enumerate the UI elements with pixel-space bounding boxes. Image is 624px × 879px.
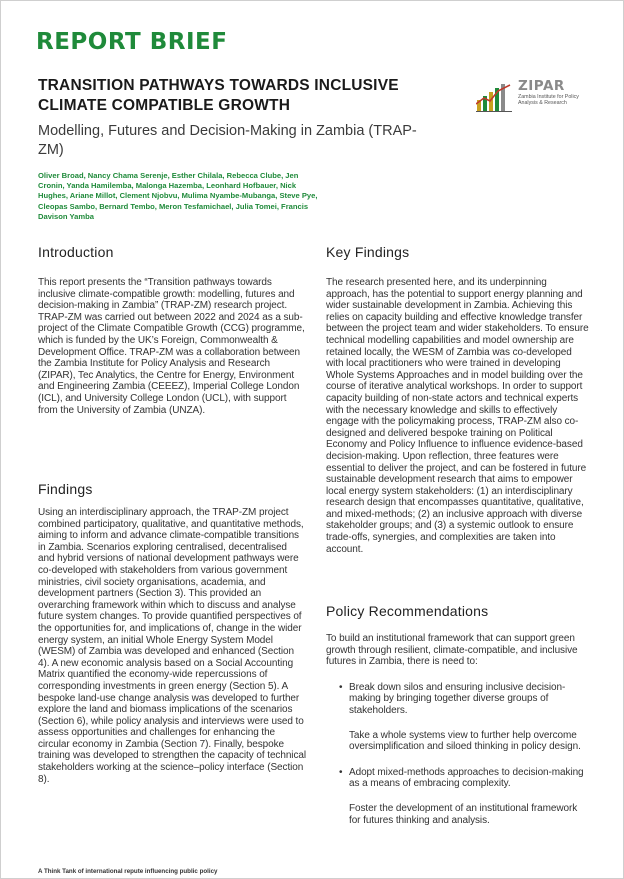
key-findings-text: The research presented here, and its underpinning approach, has the potential to support energy planning and wider sustainable development in Zambia. Achieving this relies on capacity building and effective knowledge transfer between the project team and wider stakeholders. To ensure technical modelling capabilities and model ownership are retained locally, the WESM of Zambia was co-developed with local practitioners who were trained in developing Whole Systems Approaches and in model building over the course of iterative analytical workshops. In order to support capacity building of non-state actors and technical experts with the necessary knowledge and skills to effectively engage with the policymaking process, TRAP-ZM also co-designed and delivered bespoke training on Political Economy and Policy Influence to influence evidence-based decision-making. Upon reflection, three features were essential to deliver the project, and can be fostered in future sustainable development research that aims to empower local energy system stakeholders: (1) an interdisciplinary research design that encompasses quantitative, qualitative, and mixed-methods; (2) an inclusive approach with diverse stakeholder groups; and (3) a systemic outlook to ensure trade-offs, synergies, and complexities are taken into account. bbox=[326, 277, 589, 555]
title-line-1: TRANSITION PATHWAYS TOWARDS INCLUSIVE bbox=[38, 77, 399, 94]
page-title bbox=[38, 76, 438, 116]
zipar-logo bbox=[476, 78, 596, 112]
introduction-section bbox=[38, 244, 306, 416]
report-brief-label: REPORT BRIEF bbox=[36, 29, 228, 55]
findings-heading: Findings bbox=[38, 481, 93, 497]
page-subtitle: Modelling, Futures and Decision-Making in Zambia (TRAP-ZM) bbox=[38, 123, 417, 158]
key-findings-section bbox=[326, 244, 589, 555]
zipar-logo-icon bbox=[476, 82, 512, 112]
author-list: Oliver Broad, Nancy Chama Serenje, Esther Chilala, Rebecca Clube, Jen Cronin, Yanda Hamilemba, Malonga Hazemba, Leonhard Hofbauer, Nick Hughes, Ariane Millot, Clement Njobvu, Mulima Nyambe-Mubanga, Steve Pye, Cleopas Sambo, Bernard Tembo, Meron Tesfamichael, Julia Tomei, Francis Davison Yamba bbox=[38, 171, 318, 221]
policy-item-1-text: Break down silos and ensuring inclusive decision-making by bringing together diverse groups of stakeholders. bbox=[349, 681, 566, 716]
title-line-2: CLIMATE COMPATIBLE GROWTH bbox=[38, 97, 291, 114]
policy-item-2-text: Adopt mixed-methods approaches to decision-making as a means of embracing complexity. bbox=[349, 766, 584, 790]
policy-item-2 bbox=[326, 767, 589, 790]
introduction-heading: Introduction bbox=[38, 244, 114, 260]
logo-name: ZIPAR bbox=[518, 78, 565, 94]
policy-item-1 bbox=[326, 682, 589, 717]
bullet-dot-icon: • bbox=[339, 681, 343, 693]
policy-section bbox=[326, 603, 589, 826]
key-findings-heading: Key Findings bbox=[326, 244, 410, 260]
findings-text: Using an interdisciplinary approach, the TRAP-ZM project combined participatory, qualitative, and quantitative methods, aiming to inform and advance climate-compatible transitions in Zambia. Scenarios exploring centralised, decentralised and hybrid versions of national development pathways were co-developed with stakeholders from various government ministries, civil society organisations, academia, and development partners (Section 3). This provided an overarching framework within which to discuss and analyse future system changes. To provide quantified perspectives of the opportunities for, and implications of, change in the wider energy system, an initial Whole Energy System Model (WESM) of Zambia was developed and enhanced (Section 4). A new economic analysis based on a Social Accounting Matrix quantified the economy-wide repercussions of corresponding investments in green energy (Section 5). A bespoke land-use change analysis was developed to further explore the land and biomass implications of the scenarios (Section 6), while policy analysis and interviews were used to assess opportunities and challenges for enhancing the circular economy in Zambia (Section 7). Finally, bespoke training was developed to strengthen the capacity of technical stakeholders working at the science–policy interface (Section 8). bbox=[38, 507, 306, 785]
findings-section bbox=[38, 481, 306, 785]
bullet-dot-icon: • bbox=[339, 766, 343, 778]
logo-tagline: Zambia Institute for Policy Analysis & Research bbox=[518, 94, 579, 106]
policy-heading: Policy Recommendations bbox=[326, 603, 489, 619]
footer-tagline: A Think Tank of international repute influencing public policy bbox=[38, 868, 218, 875]
policy-intro-text: To build an institutional framework that can support green growth through resilient, climate-compatible, and inclusive futures in Zambia, there is need to: bbox=[326, 633, 578, 668]
policy-item-1-sub: Take a whole systems view to further help overcome oversimplification and siloed thinking in policy design. bbox=[349, 729, 581, 753]
policy-item-2-sub: Foster the development of an institutional framework for futures thinking and analysis. bbox=[349, 802, 578, 826]
introduction-text: This report presents the “Transition pathways towards inclusive climate-compatible growth: modelling, futures and decision-making in Zambia” (TRAP-ZM) research project. TRAP-ZM was carried out between 2022 and 2024 as a sub-project of the Climate Compatible Growth (CCG) programme, which is funded by the UK’s Foreign, Commonwealth & Development Office. TRAP-ZM was a collaboration between the Zambia Institute for Policy Analysis and Research (ZIPAR), Tec Analytics, the Centre for Energy, Environment and Engineering Zambia (CEEEZ), Imperial College London (ICL), and University College London (UCL), with support from the University of Zambia (UNZA). bbox=[38, 277, 305, 416]
